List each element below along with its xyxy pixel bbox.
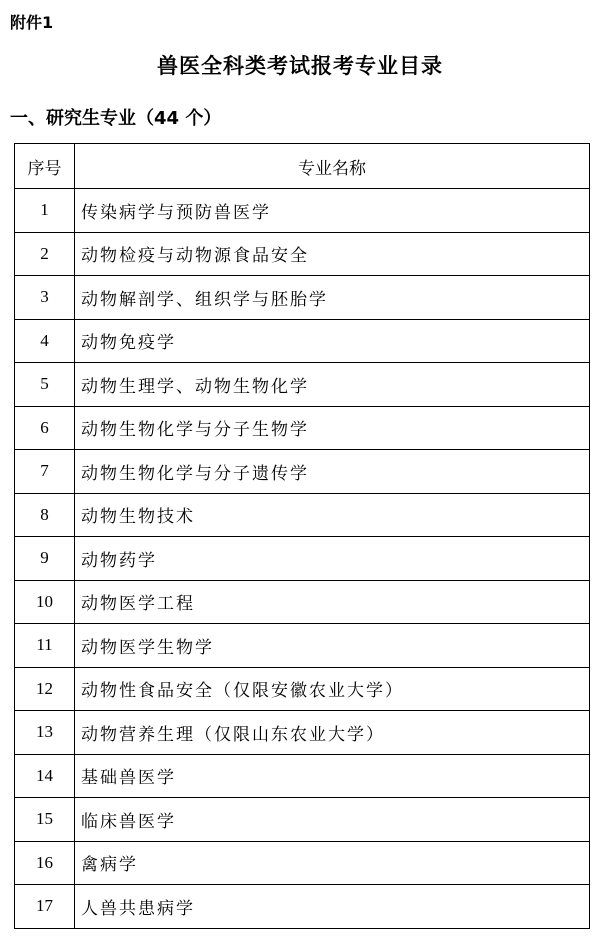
row-major-name: 动物性食品安全（仅限安徽农业大学） [75,667,590,711]
row-index: 3 [15,276,75,320]
row-major-name: 传染病学与预防兽医学 [75,189,590,233]
row-index: 6 [15,406,75,450]
row-major-name: 临床兽医学 [75,798,590,842]
row-index: 9 [15,537,75,581]
row-major-name: 动物营养生理（仅限山东农业大学） [75,711,590,755]
row-major-name: 动物药学 [75,537,590,581]
table-row [15,841,590,885]
row-index: 17 [15,885,75,929]
row-index: 2 [15,232,75,276]
row-index: 8 [15,493,75,537]
row-index: 5 [15,363,75,407]
row-index: 16 [15,841,75,885]
row-major-name: 动物生理学、动物生物化学 [75,363,590,407]
table-header-row [15,144,590,189]
table-row [15,363,590,407]
row-index: 7 [15,450,75,494]
table-row [15,624,590,668]
row-index: 11 [15,624,75,668]
major-catalog-table [14,143,590,929]
table-row [15,189,590,233]
row-major-name: 禽病学 [75,841,590,885]
table-row [15,798,590,842]
table-row [15,711,590,755]
row-major-name: 动物医学工程 [75,580,590,624]
table-row [15,667,590,711]
header-index: 序号 [15,144,75,189]
table-body [15,189,590,929]
row-index: 15 [15,798,75,842]
table-row [15,276,590,320]
row-major-name: 动物解剖学、组织学与胚胎学 [75,276,590,320]
table-row [15,450,590,494]
table-row [15,493,590,537]
row-index: 12 [15,667,75,711]
row-major-name: 动物免疫学 [75,319,590,363]
row-index: 14 [15,754,75,798]
section-heading: 一、研究生专业（44 个） [10,108,222,129]
row-major-name: 动物生物化学与分子生物学 [75,406,590,450]
table-row [15,580,590,624]
table-row [15,406,590,450]
row-major-name: 动物生物化学与分子遗传学 [75,450,590,494]
row-index: 13 [15,711,75,755]
table-row [15,232,590,276]
row-index: 1 [15,189,75,233]
row-major-name: 动物检疫与动物源食品安全 [75,232,590,276]
table-row [15,885,590,929]
row-major-name: 动物医学生物学 [75,624,590,668]
table-row [15,754,590,798]
header-major-name: 专业名称 [75,144,590,189]
attachment-label: 附件1 [10,13,54,32]
document-title: 兽医全科类考试报考专业目录 [157,54,443,78]
row-major-name: 人兽共患病学 [75,885,590,929]
row-major-name: 动物生物技术 [75,493,590,537]
table-row [15,537,590,581]
row-index: 4 [15,319,75,363]
row-index: 10 [15,580,75,624]
table-row [15,319,590,363]
row-major-name: 基础兽医学 [75,754,590,798]
